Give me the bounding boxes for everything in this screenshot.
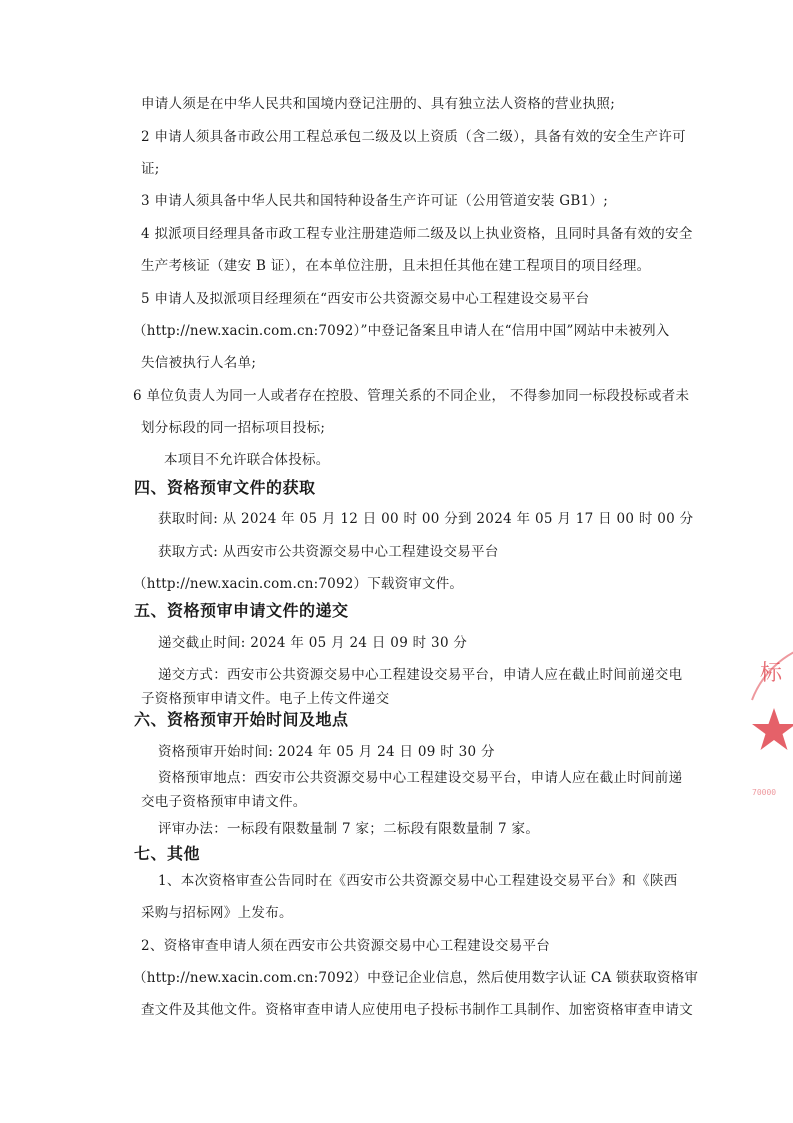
body-line: 1、本次资格审查公告同时在《西安市公共资源交易中心工程建设交易平台》和《陕西 [158,873,678,889]
requirement-line: 申请人须是在中华人民共和国境内登记注册的、具有独立法人资格的营业执照; [141,96,616,112]
body-line: 获取时间: 从 2024 年 05 月 12 日 00 时 00 分到 2024 年 05 月 17 日 00 时 00 分 [158,511,694,527]
requirement-line: 2 申请人须具备市政公用工程总承包二级及以上资质（含二级），具备有效的安全生产许可 [141,129,686,145]
seal-digits-fragment: 70000 [752,788,777,797]
requirement-line: 6 单位负责人为同一人或者存在控股、管理关系的不同企业， 不得参加同一标段投标或者未 [133,388,690,404]
body-line: 查文件及其他文件。资格审查申请人应使用电子投标书制作工具制作、加密资格审查申请文 [141,1002,693,1018]
official-seal [742,640,793,810]
body-line: 2、资格审查申请人须在西安市公共资源交易中心工程建设交易平台 [141,938,551,954]
section-heading: 四、资格预审文件的获取 [134,478,316,497]
body-line: 递交方式：西安市公共资源交易中心工程建设交易平台，申请人应在截止时间前递交电 [158,667,683,683]
requirement-line: 5 申请人及拟派项目经理须在“西安市公共资源交易中心工程建设交易平台 [141,291,590,307]
requirement-line: 划分标段的同一招标项目投标; [141,420,326,436]
requirement-line: 本项目不允许联合体投标。 [164,452,330,468]
body-line: 交电子资格预审申请文件。 [141,794,307,810]
requirement-line: 3 申请人须具备中华人民共和国特种设备生产许可证（公用管道安装 GB1）; [141,193,609,209]
requirement-line: 失信被执行人名单; [141,355,257,371]
body-line: 资格预审地点：西安市公共资源交易中心工程建设交易平台，申请人应在截止时间前递 [158,770,683,786]
requirement-line: 证; [141,161,160,177]
section-heading: 六、资格预审开始时间及地点 [134,710,349,729]
seal-graphic [742,640,793,810]
body-line: （http://new.xacin.com.cn:7092）下载资审文件。 [133,576,464,592]
body-line: 资格预审开始时间: 2024 年 05 月 24 日 09 时 30 分 [158,744,495,760]
seal-star-icon [752,708,793,750]
requirement-line: （http://new.xacin.com.cn:7092）”中登记备案且申请人在“信用中国”网站中未被列入 [133,323,670,339]
seal-text-fragment: 标 [760,661,783,686]
body-line: 子资格预审申请文件。电子上传文件递交 [141,691,390,707]
requirement-line: 4 拟派项目经理具备市政工程专业注册建造师二级及以上执业资格，且同时具备有效的安全 [141,226,693,242]
section-heading: 七、其他 [134,844,201,863]
body-line: 采购与招标网》上发布。 [141,905,293,921]
section-heading: 五、资格预审申请文件的递交 [134,601,349,620]
body-line: 评审办法：一标段有限数量制 7 家；二标段有限数量制 7 家。 [158,821,540,837]
body-line: （http://new.xacin.com.cn:7092）中登记企业信息，然后使用数字认证 CA 锁获取资格审 [133,970,699,986]
requirement-line: 生产考核证（建安 B 证），在本单位注册，且未担任其他在建工程项目的项目经理。 [141,258,651,274]
body-line: 获取方式: 从西安市公共资源交易中心工程建设交易平台 [158,544,499,560]
body-line: 递交截止时间: 2024 年 05 月 24 日 09 时 30 分 [158,635,468,651]
